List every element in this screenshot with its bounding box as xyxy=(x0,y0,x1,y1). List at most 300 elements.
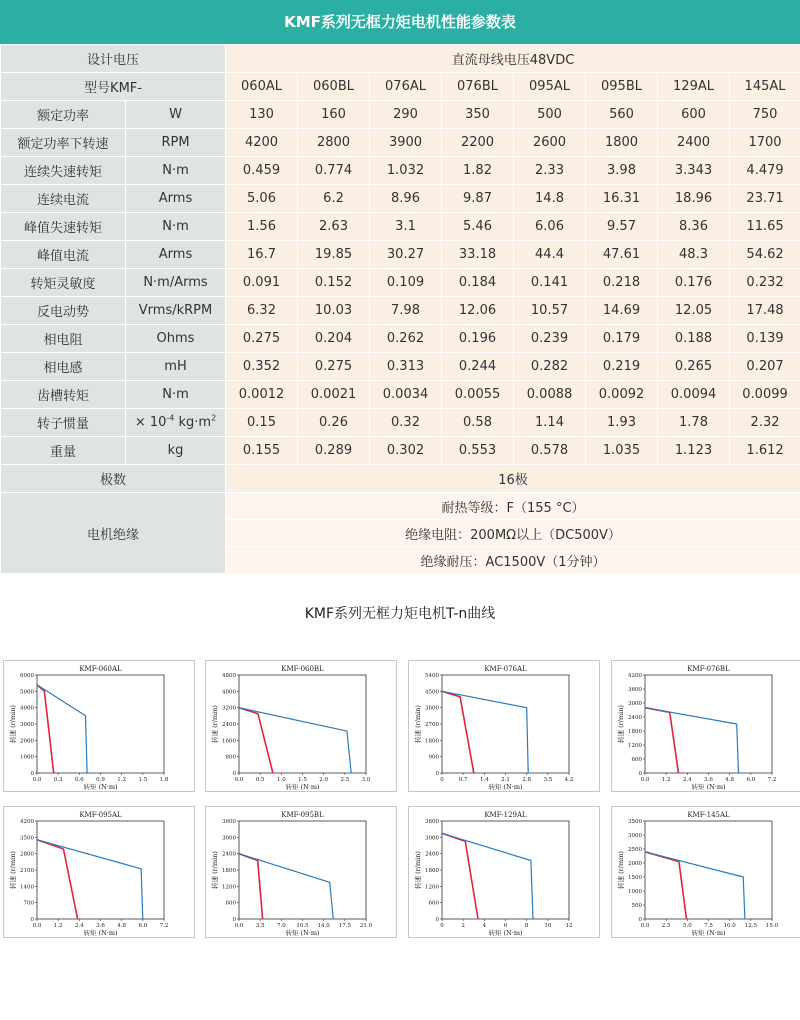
x-tick-label: 8 xyxy=(524,923,529,929)
spec-value-cell: 0.0034 xyxy=(370,381,442,409)
spec-value-cell: 10.03 xyxy=(298,297,370,325)
spec-value-cell: 2.33 xyxy=(514,157,586,185)
x-tick-label: 12.5 xyxy=(744,923,757,929)
spec-value-cell: 0.109 xyxy=(370,269,442,297)
x-tick-label: 7.5 xyxy=(704,923,713,929)
spec-value-cell: 48.3 xyxy=(658,241,730,269)
chart-svg xyxy=(4,807,194,937)
spec-value-cell: 0.0055 xyxy=(442,381,514,409)
x-tick-label: 10.0 xyxy=(723,923,736,929)
poles-label: 极数 xyxy=(1,465,226,493)
y-tick-label: 1200 xyxy=(222,884,236,891)
spec-value-cell: 0.302 xyxy=(370,437,442,465)
y-tick-label: 2400 xyxy=(222,851,236,858)
y-tick-label: 700 xyxy=(23,900,34,907)
y-tick-label: 3600 xyxy=(425,819,439,825)
y-tick-label: 2000 xyxy=(20,738,34,745)
poles-value: 16极 xyxy=(226,465,800,493)
spec-table-body xyxy=(1,45,800,574)
x-tick-label: 0.0 xyxy=(234,777,244,783)
continuous-curve-line xyxy=(645,708,679,773)
spec-value-cell: 2.32 xyxy=(730,409,800,437)
peak-curve-line xyxy=(239,708,351,773)
y-tick-label: 0 xyxy=(435,917,439,923)
insulation-row xyxy=(1,493,800,520)
spec-value-cell: 3900 xyxy=(370,129,442,157)
plot-frame xyxy=(37,821,164,919)
y-tick-label: 1200 xyxy=(425,884,439,891)
spec-row xyxy=(1,185,800,213)
y-tick-label: 2700 xyxy=(425,722,439,728)
poles-row xyxy=(1,465,800,493)
x-axis-label: 转矩 (N·m) xyxy=(285,929,320,937)
y-tick-label: 1600 xyxy=(222,738,236,745)
chart-svg xyxy=(206,661,396,791)
spec-value-cell: 0.0094 xyxy=(658,381,730,409)
spec-row-unit: Ohms xyxy=(126,325,226,353)
y-tick-label: 5000 xyxy=(20,689,34,696)
spec-row-unit: kg xyxy=(126,437,226,465)
model-label: 型号KMF- xyxy=(1,73,226,101)
x-tick-label: 3.6 xyxy=(704,777,713,783)
y-tick-label: 3000 xyxy=(222,835,236,842)
x-tick-label: 7.2 xyxy=(159,923,169,929)
y-tick-label: 3000 xyxy=(425,835,439,842)
x-tick-label: 6 xyxy=(503,923,508,929)
x-tick-label: 2 xyxy=(461,923,465,929)
spec-row-label: 连续失速转矩 xyxy=(1,157,126,185)
y-tick-label: 2400 xyxy=(222,722,236,728)
spec-value-cell: 1.14 xyxy=(514,409,586,437)
chart-svg xyxy=(612,661,800,791)
spec-row-label: 峰值失速转矩 xyxy=(1,213,126,241)
spec-row-unit: N·m xyxy=(126,381,226,409)
y-tick-label: 1800 xyxy=(628,729,642,735)
y-tick-label: 4200 xyxy=(628,673,642,679)
spec-value-cell: 600 xyxy=(658,101,730,129)
x-tick-label: 7.0 xyxy=(276,923,286,929)
x-tick-label: 3.6 xyxy=(96,923,105,929)
y-axis-label: 转速 (r/min) xyxy=(211,851,219,889)
x-tick-label: 21.0 xyxy=(359,923,373,929)
y-axis-label: 转速 (r/min) xyxy=(9,851,17,889)
spec-row-unit: N·m xyxy=(126,213,226,241)
spec-value-cell: 8.96 xyxy=(370,185,442,213)
spec-row xyxy=(1,101,800,129)
peak-curve-line xyxy=(442,833,533,919)
spec-value-cell: 350 xyxy=(442,101,514,129)
continuous-curve-line xyxy=(37,840,78,919)
x-tick-label: 4 xyxy=(482,923,487,929)
spec-value-cell: 0.232 xyxy=(730,269,800,297)
spec-value-cell: 0.139 xyxy=(730,325,800,353)
spec-row-label: 额定功率下转速 xyxy=(1,129,126,157)
continuous-curve-line xyxy=(239,708,273,773)
spec-value-cell: 0.774 xyxy=(298,157,370,185)
tn-curve-chart xyxy=(3,660,195,792)
spec-row-label: 齿槽转矩 xyxy=(1,381,126,409)
continuous-curve-line xyxy=(37,685,54,773)
spec-row xyxy=(1,213,800,241)
spec-value-cell: 1.78 xyxy=(658,409,730,437)
spec-value-cell: 2200 xyxy=(442,129,514,157)
spec-row-label: 转子惯量 xyxy=(1,409,126,437)
spec-row xyxy=(1,353,800,381)
voltage-label: 设计电压 xyxy=(1,45,226,73)
x-tick-label: 15.0 xyxy=(765,923,779,929)
spec-value-cell: 3.343 xyxy=(658,157,730,185)
spec-value-cell: 0.459 xyxy=(226,157,298,185)
spec-value-cell: 0.313 xyxy=(370,353,442,381)
x-tick-label: 3.0 xyxy=(361,777,371,783)
model-header-cell: 076BL xyxy=(442,73,514,101)
spec-value-cell: 6.32 xyxy=(226,297,298,325)
spec-row-label: 反电动势 xyxy=(1,297,126,325)
y-tick-label: 6000 xyxy=(20,673,34,679)
peak-curve-line xyxy=(645,708,739,773)
y-tick-label: 2400 xyxy=(628,715,642,721)
y-tick-label: 600 xyxy=(631,757,642,763)
model-header-cell: 060BL xyxy=(298,73,370,101)
y-tick-label: 3000 xyxy=(628,701,642,707)
insulation-line: 绝缘电阻：200MΩ以上（DC500V） xyxy=(226,520,800,547)
chart-title: KMF-060AL xyxy=(79,665,122,673)
spec-value-cell: 0.265 xyxy=(658,353,730,381)
x-axis-label: 转矩 (N·m) xyxy=(691,929,726,937)
spec-value-cell: 0.0012 xyxy=(226,381,298,409)
spec-value-cell: 0.553 xyxy=(442,437,514,465)
model-header-cell: 145AL xyxy=(730,73,800,101)
spec-value-cell: 11.65 xyxy=(730,213,800,241)
y-tick-label: 3000 xyxy=(628,833,642,839)
chart-title: KMF-060BL xyxy=(281,665,324,673)
y-tick-label: 3600 xyxy=(425,705,439,712)
y-tick-label: 2800 xyxy=(20,851,34,858)
x-tick-label: 1.5 xyxy=(138,777,148,783)
x-axis-label: 转矩 (N·m) xyxy=(83,783,118,791)
chart-title: KMF-145AL xyxy=(687,811,730,819)
spec-value-cell: 2400 xyxy=(658,129,730,157)
y-tick-label: 4000 xyxy=(222,689,236,696)
model-header-cell: 076AL xyxy=(370,73,442,101)
insulation-line: 耐热等级：F（155 °C） xyxy=(226,493,800,520)
y-tick-label: 4000 xyxy=(20,705,34,712)
y-tick-label: 0 xyxy=(30,771,34,777)
spec-value-cell: 1.035 xyxy=(586,437,658,465)
peak-curve-line xyxy=(442,691,528,773)
chart-svg xyxy=(4,661,194,791)
y-tick-label: 0 xyxy=(232,771,236,777)
y-tick-label: 1500 xyxy=(628,875,642,881)
x-tick-label: 12 xyxy=(565,923,573,929)
y-tick-label: 0 xyxy=(638,917,642,923)
voltage-value: 直流母线电压48VDC xyxy=(226,45,800,73)
spec-row-label: 重量 xyxy=(1,437,126,465)
x-tick-label: 0.0 xyxy=(234,923,244,929)
spec-table xyxy=(0,44,800,574)
spec-value-cell: 54.62 xyxy=(730,241,800,269)
spec-value-cell: 14.69 xyxy=(586,297,658,325)
chart-title: KMF-095AL xyxy=(79,811,122,819)
x-tick-label: 2.0 xyxy=(319,777,329,783)
spec-value-cell: 1.82 xyxy=(442,157,514,185)
page-title: KMF系列无框力矩电机性能参数表 xyxy=(0,0,800,44)
spec-value-cell: 0.176 xyxy=(658,269,730,297)
x-axis-label: 转矩 (N·m) xyxy=(488,929,523,937)
y-tick-label: 900 xyxy=(428,754,439,761)
spec-value-cell: 3.98 xyxy=(586,157,658,185)
tn-curve-chart xyxy=(3,806,195,938)
spec-row-label: 相电感 xyxy=(1,353,126,381)
tn-curve-chart xyxy=(408,660,600,792)
y-tick-label: 2000 xyxy=(628,861,642,867)
y-tick-label: 1800 xyxy=(425,868,439,874)
spec-value-cell: 18.96 xyxy=(658,185,730,213)
x-tick-label: 6.0 xyxy=(746,777,756,783)
unit-part: 2 xyxy=(211,413,217,423)
spec-value-cell: 19.85 xyxy=(298,241,370,269)
spec-row-unit xyxy=(126,409,226,437)
spec-row xyxy=(1,409,800,437)
model-row xyxy=(1,73,800,101)
y-tick-label: 3500 xyxy=(20,835,34,842)
y-tick-label: 0 xyxy=(30,917,34,923)
spec-value-cell: 1700 xyxy=(730,129,800,157)
spec-row-unit: Arms xyxy=(126,185,226,213)
y-tick-label: 2500 xyxy=(628,847,642,853)
y-tick-label: 1000 xyxy=(20,754,34,761)
x-tick-label: 3.5 xyxy=(543,777,553,783)
spec-value-cell: 0.155 xyxy=(226,437,298,465)
spec-value-cell: 2800 xyxy=(298,129,370,157)
x-tick-label: 0.3 xyxy=(53,777,63,783)
plot-frame xyxy=(442,821,569,919)
insulation-label: 电机绝缘 xyxy=(1,493,226,574)
continuous-curve-line xyxy=(645,852,687,919)
spec-value-cell: 1800 xyxy=(586,129,658,157)
x-tick-label: 2.4 xyxy=(682,777,692,783)
continuous-curve-line xyxy=(239,854,263,919)
spec-row-label: 转矩灵敏度 xyxy=(1,269,126,297)
model-header-cell: 129AL xyxy=(658,73,730,101)
spec-value-cell: 0.141 xyxy=(514,269,586,297)
y-tick-label: 4200 xyxy=(20,819,34,825)
spec-value-cell: 0.32 xyxy=(370,409,442,437)
spec-value-cell: 5.46 xyxy=(442,213,514,241)
x-tick-label: 4.8 xyxy=(117,923,127,929)
spec-value-cell: 0.275 xyxy=(226,325,298,353)
tn-curve-chart xyxy=(205,660,397,792)
spec-value-cell: 0.352 xyxy=(226,353,298,381)
x-tick-label: 1.2 xyxy=(661,777,671,783)
spec-row-unit: RPM xyxy=(126,129,226,157)
chart-title: KMF-129AL xyxy=(484,811,527,819)
spec-value-cell: 10.57 xyxy=(514,297,586,325)
x-tick-label: 2.5 xyxy=(661,923,671,929)
spec-value-cell: 3.1 xyxy=(370,213,442,241)
spec-value-cell: 0.58 xyxy=(442,409,514,437)
spec-value-cell: 30.27 xyxy=(370,241,442,269)
y-tick-label: 1800 xyxy=(425,738,439,745)
spec-value-cell: 47.61 xyxy=(586,241,658,269)
chart-svg xyxy=(409,807,599,937)
spec-value-cell: 0.0099 xyxy=(730,381,800,409)
spec-row-label: 峰值电流 xyxy=(1,241,126,269)
voltage-row xyxy=(1,45,800,73)
spec-value-cell: 0.289 xyxy=(298,437,370,465)
spec-value-cell: 290 xyxy=(370,101,442,129)
y-axis-label: 转速 (r/min) xyxy=(617,851,625,889)
insulation-line: 绝缘耐压：AC1500V（1分钟） xyxy=(226,547,800,574)
x-tick-label: 1.0 xyxy=(276,777,286,783)
plot-frame xyxy=(645,675,772,773)
spec-value-cell: 16.31 xyxy=(586,185,658,213)
y-axis-label: 转速 (r/min) xyxy=(617,705,625,743)
spec-value-cell: 0.275 xyxy=(298,353,370,381)
y-tick-label: 0 xyxy=(435,771,439,777)
y-tick-label: 4800 xyxy=(222,673,236,679)
x-tick-label: 17.5 xyxy=(338,923,351,929)
x-tick-label: 2.5 xyxy=(340,777,350,783)
spec-value-cell: 750 xyxy=(730,101,800,129)
spec-row-unit: mH xyxy=(126,353,226,381)
x-tick-label: 2.1 xyxy=(501,777,510,783)
spec-row-label: 额定功率 xyxy=(1,101,126,129)
chart-title: KMF-095BL xyxy=(281,811,324,819)
plot-frame xyxy=(442,675,569,773)
peak-curve-line xyxy=(645,852,745,919)
x-tick-label: 0.0 xyxy=(32,923,42,929)
unit-part: × 10 xyxy=(134,415,167,430)
tn-curve-chart xyxy=(611,806,800,938)
spec-row-label: 相电阻 xyxy=(1,325,126,353)
x-axis-label: 转矩 (N·m) xyxy=(83,929,118,937)
chart-svg xyxy=(409,661,599,791)
unit-part: -4 xyxy=(166,413,175,423)
x-tick-label: 4.2 xyxy=(564,777,574,783)
spec-value-cell: 0.0092 xyxy=(586,381,658,409)
spec-value-cell: 0.219 xyxy=(586,353,658,381)
y-tick-label: 3200 xyxy=(222,705,236,712)
tn-curve-chart xyxy=(408,806,600,938)
chart-svg xyxy=(206,807,396,937)
peak-curve-line xyxy=(239,854,333,919)
model-header-cell: 060AL xyxy=(226,73,298,101)
spec-row xyxy=(1,325,800,353)
plot-frame xyxy=(239,675,366,773)
spec-value-cell: 17.48 xyxy=(730,297,800,325)
spec-row xyxy=(1,269,800,297)
spec-value-cell: 0.0021 xyxy=(298,381,370,409)
spec-value-cell: 5.06 xyxy=(226,185,298,213)
tn-curve-chart xyxy=(205,806,397,938)
x-tick-label: 3.5 xyxy=(255,923,265,929)
y-tick-label: 1400 xyxy=(20,884,34,891)
continuous-curve-line xyxy=(442,691,474,773)
spec-row xyxy=(1,241,800,269)
spec-value-cell: 2.63 xyxy=(298,213,370,241)
spec-row-unit: N·m/Arms xyxy=(126,269,226,297)
y-axis-label: 转速 (r/min) xyxy=(9,705,17,743)
spec-value-cell: 8.36 xyxy=(658,213,730,241)
spec-value-cell: 9.57 xyxy=(586,213,658,241)
x-tick-label: 10.5 xyxy=(296,923,309,929)
spec-value-cell: 0.179 xyxy=(586,325,658,353)
x-tick-label: 2.4 xyxy=(74,923,84,929)
spec-value-cell: 0.091 xyxy=(226,269,298,297)
y-tick-label: 500 xyxy=(631,903,642,909)
spec-value-cell: 0.282 xyxy=(514,353,586,381)
spec-row-unit: N·m xyxy=(126,157,226,185)
spec-value-cell: 0.184 xyxy=(442,269,514,297)
y-tick-label: 3600 xyxy=(628,687,642,693)
x-tick-label: 0.7 xyxy=(458,777,468,783)
model-header-cell: 095BL xyxy=(586,73,658,101)
x-tick-label: 1.2 xyxy=(117,777,127,783)
x-tick-label: 0.9 xyxy=(96,777,105,783)
spec-value-cell: 0.218 xyxy=(586,269,658,297)
spec-value-cell: 44.4 xyxy=(514,241,586,269)
spec-value-cell: 0.239 xyxy=(514,325,586,353)
unit-part: kg·m xyxy=(174,415,212,430)
y-tick-label: 0 xyxy=(638,771,642,777)
x-tick-label: 7.2 xyxy=(767,777,777,783)
spec-value-cell: 130 xyxy=(226,101,298,129)
spec-row xyxy=(1,129,800,157)
y-tick-label: 4500 xyxy=(425,689,439,696)
spec-value-cell: 12.05 xyxy=(658,297,730,325)
spec-value-cell: 0.578 xyxy=(514,437,586,465)
x-tick-label: 6.0 xyxy=(138,923,148,929)
chart-svg xyxy=(612,807,800,937)
spec-value-cell: 1.612 xyxy=(730,437,800,465)
spec-value-cell: 0.204 xyxy=(298,325,370,353)
y-tick-label: 3000 xyxy=(20,722,34,728)
y-tick-label: 1000 xyxy=(628,889,642,895)
chart-title: KMF-076AL xyxy=(484,665,527,673)
spec-value-cell: 14.8 xyxy=(514,185,586,213)
peak-curve-line xyxy=(37,840,143,919)
x-tick-label: 2.8 xyxy=(522,777,532,783)
spec-row-unit: Vrms/kRPM xyxy=(126,297,226,325)
x-tick-label: 10 xyxy=(544,923,552,929)
spec-value-cell: 16.7 xyxy=(226,241,298,269)
x-axis-label: 转矩 (N·m) xyxy=(285,783,320,791)
chart-title: KMF-076BL xyxy=(687,665,730,673)
spec-value-cell: 7.98 xyxy=(370,297,442,325)
y-tick-label: 1200 xyxy=(628,743,642,749)
spec-value-cell: 0.262 xyxy=(370,325,442,353)
y-tick-label: 0 xyxy=(232,917,236,923)
spec-value-cell: 33.18 xyxy=(442,241,514,269)
x-axis-label: 转矩 (N·m) xyxy=(488,783,523,791)
x-tick-label: 1.5 xyxy=(298,777,307,783)
y-tick-label: 5400 xyxy=(425,673,439,679)
tn-curve-chart xyxy=(611,660,800,792)
x-tick-label: 14.0 xyxy=(317,923,330,929)
y-axis-label: 转速 (r/min) xyxy=(414,705,422,743)
y-tick-label: 600 xyxy=(225,900,236,907)
x-tick-label: 4.8 xyxy=(725,777,735,783)
curves-title: KMF系列无框力矩电机T-n曲线 xyxy=(304,606,496,622)
y-axis-label: 转速 (r/min) xyxy=(211,705,219,743)
spec-value-cell: 1.032 xyxy=(370,157,442,185)
spec-value-cell: 0.244 xyxy=(442,353,514,381)
x-axis-label: 转矩 (N·m) xyxy=(691,783,726,791)
spec-row xyxy=(1,297,800,325)
y-tick-label: 3500 xyxy=(628,819,642,825)
spec-value-cell: 0.15 xyxy=(226,409,298,437)
